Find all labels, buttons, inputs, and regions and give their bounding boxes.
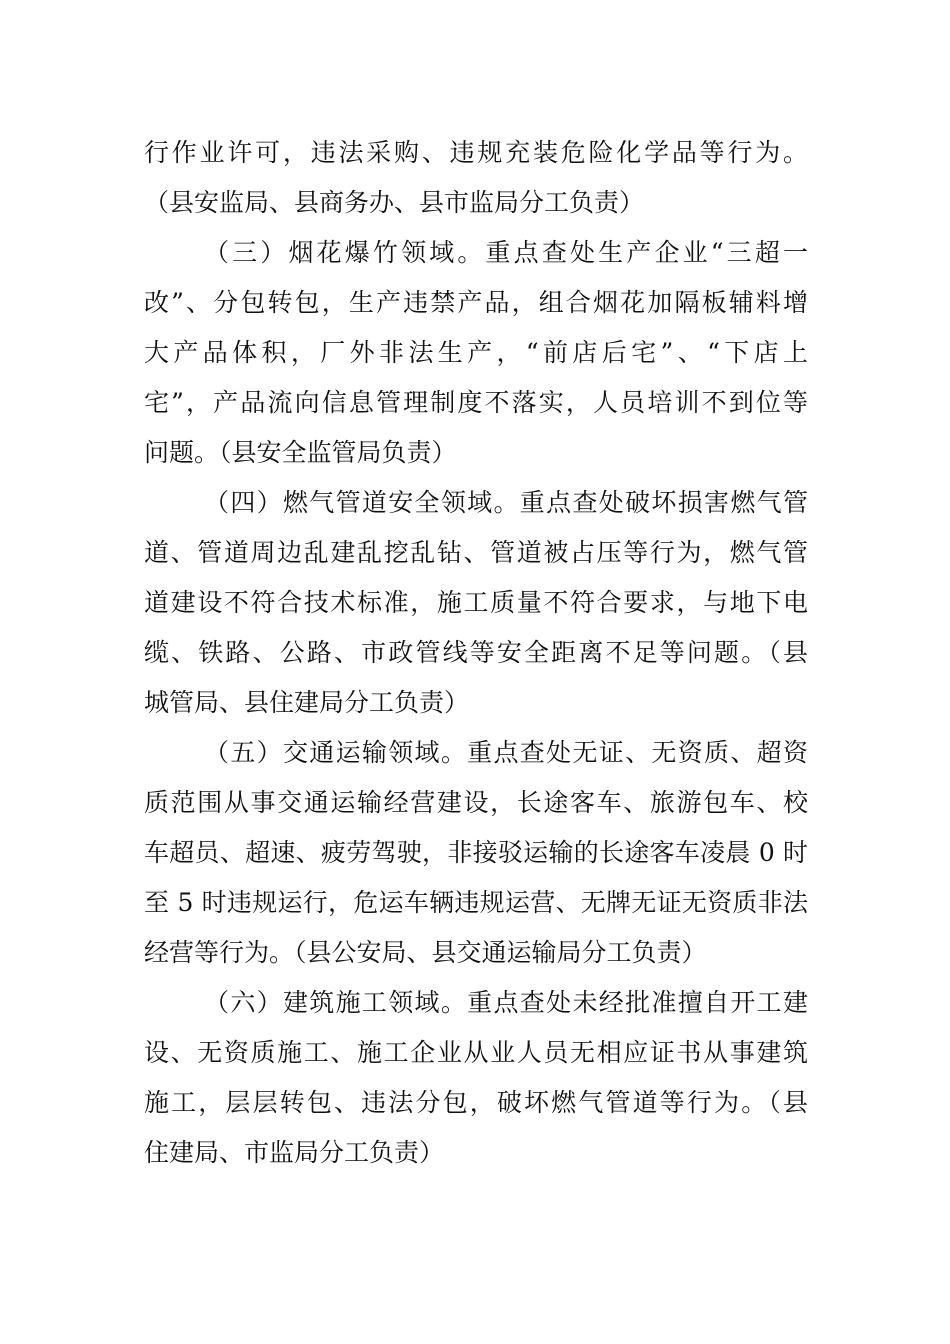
text-line: （县安监局、县商务办、县市监局分工负责） <box>144 188 645 217</box>
text-line: 改”、分包转包，生产违禁产品，组合烟花加隔板辅料增 <box>144 288 808 317</box>
text-line: 至 5 时违规运行，危运车辆违规运营、无牌无证无资质非法 <box>144 888 808 917</box>
paragraph-start-line: （四）燃气管道安全领域。重点查处破坏损害燃气管 <box>204 488 808 517</box>
text-line: 缆、铁路、公路、市政管线等安全距离不足等问题。（县 <box>144 638 808 667</box>
text-line: 大产品体积，厂外非法生产，“前店后宅”、“下店上 <box>144 338 808 367</box>
paragraph-start-line: （五）交通运输领域。重点查处无证、无资质、超资 <box>204 738 808 767</box>
text-line: 宅”，产品流向信息管理制度不落实，人员培训不到位等 <box>144 388 808 417</box>
text-line: 质范围从事交通运输经营建设，长途客车、旅游包车、校 <box>144 788 808 817</box>
paragraph-start-line: （六）建筑施工领域。重点查处未经批准擅自开工建 <box>204 988 808 1017</box>
text-line: 住建局、市监局分工负责） <box>144 1138 445 1167</box>
text-line: 施工，层层转包、违法分包，破坏燃气管道等行为。（县 <box>144 1088 808 1117</box>
paragraph-start-line: （三）烟花爆竹领域。重点查处生产企业“三超一 <box>204 238 808 267</box>
text-line: 城管局、县住建局分工负责） <box>144 688 470 717</box>
text-line: 设、无资质施工、施工企业从业人员无相应证书从事建筑 <box>144 1038 808 1067</box>
document-body <box>144 128 808 1178</box>
text-line: 问题。（县安全监管局负责） <box>144 438 457 467</box>
text-line: 经营等行为。（县公安局、县交通运输局分工负责） <box>144 938 707 967</box>
text-line: 车超员、超速、疲劳驾驶，非接驳运输的长途客车凌晨 0 时 <box>144 838 808 867</box>
text-line: 行作业许可，违法采购、违规充装危险化学品等行为。 <box>144 138 808 167</box>
text-line: 道、管道周边乱建乱挖乱钻、管道被占压等行为，燃气管 <box>144 538 808 567</box>
text-line: 道建设不符合技术标准，施工质量不符合要求，与地下电 <box>144 588 808 617</box>
